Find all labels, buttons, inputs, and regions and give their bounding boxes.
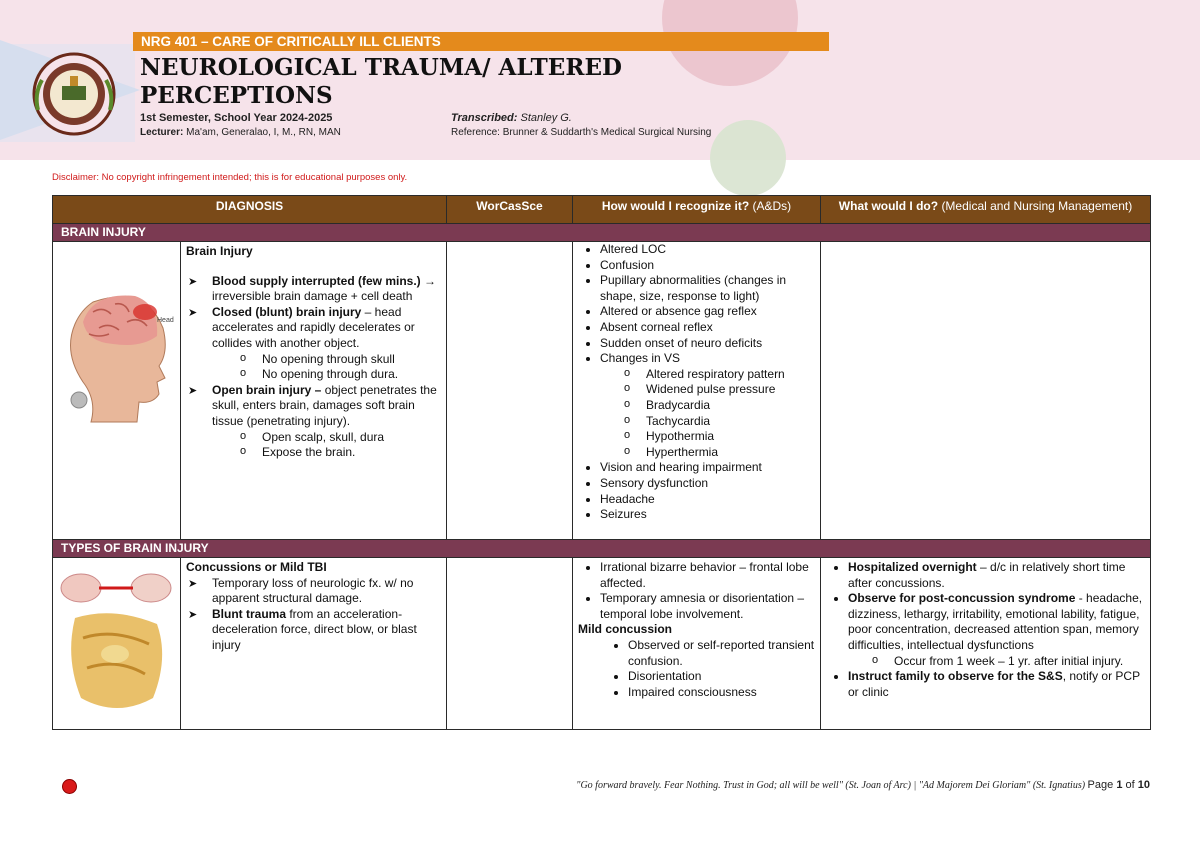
concussion-list xyxy=(186,576,441,654)
section-row-brain-injury xyxy=(53,224,1151,242)
list-item: o No opening through dura. xyxy=(262,367,441,383)
list-item: o Hyperthermia xyxy=(646,445,815,461)
course-bar: NRG 401 – CARE OF CRITICALLY ILL CLIENTS xyxy=(133,32,829,51)
list-item-text: from an acceleration-deceleration force, direct blow, or blast injury xyxy=(212,606,417,652)
list-item xyxy=(848,591,1145,669)
disclaimer: Disclaimer: No copyright infringement intended; this is for educational purposes only. xyxy=(52,172,408,183)
image-label-head: Head xyxy=(157,317,174,324)
table-row-brain-injury xyxy=(53,242,1151,540)
list-item-text: → irreversible brain damage + cell death xyxy=(212,273,437,304)
lecturer-line xyxy=(140,127,341,138)
list-item-bold: Observe for post-concussion syndrome xyxy=(848,591,1076,606)
list-item: • Confusion xyxy=(600,258,815,274)
list-item-bold: Blunt trauma xyxy=(212,606,287,621)
head-brain-illustration xyxy=(53,282,180,452)
concussion-heading: Concussions or Mild TBI xyxy=(186,560,327,574)
mgmt-sub-list xyxy=(848,654,1145,670)
brain-injury-signs-cell xyxy=(573,242,821,540)
list-item: o Expose the brain. xyxy=(262,445,441,461)
list-item: • Temporary amnesia or disorientation – temporal lobe involvement. xyxy=(600,591,815,622)
closed-sub-list xyxy=(212,352,441,383)
list-item-text: Changes in VS xyxy=(600,351,681,366)
list-item: o Widened pulse pressure xyxy=(646,382,815,398)
list-item: • Sudden onset of neuro deficits xyxy=(600,336,815,352)
list-item-text: , notify or PCP or clinic xyxy=(848,669,1140,699)
table-header-row xyxy=(53,196,1151,224)
list-item: o Bradycardia xyxy=(646,398,815,414)
col-header-do-sub: (Medical and Nursing Management) xyxy=(941,199,1133,213)
list-item: o No opening through skull xyxy=(262,352,441,368)
col-header-do-label: What would I do? xyxy=(838,199,939,213)
transcribed-value: Stanley G. xyxy=(520,112,572,124)
list-item xyxy=(848,669,1145,700)
concussion-management-cell xyxy=(821,558,1151,730)
list-item: ➤ Temporary loss of neurologic fx. w/ no apparent structural damage. xyxy=(212,576,441,607)
section-title-types: TYPES OF BRAIN INJURY xyxy=(53,540,1151,558)
list-item: • Altered LOC xyxy=(600,242,815,258)
list-item: • Sensory dysfunction xyxy=(600,476,815,492)
col-header-recognize-sub: (A&Ds) xyxy=(752,199,792,213)
reference-line: Reference: Brunner & Suddarth's Medical Surgical Nursing xyxy=(451,127,712,138)
list-item xyxy=(848,560,1145,591)
list-item: • Impaired consciousness xyxy=(628,685,815,701)
brain-injury-worcassce-cell xyxy=(447,242,573,540)
col-header-recognize xyxy=(573,196,821,224)
list-item-bold: Instruct family to observe for the S&S xyxy=(848,669,1063,684)
page-total: 10 xyxy=(1137,779,1150,791)
concussion-diagnosis-cell xyxy=(181,558,447,730)
transcribed-line xyxy=(451,112,572,124)
concussion-worcassce-cell xyxy=(447,558,573,730)
brain-injury-signs-list xyxy=(578,242,815,523)
col-header-worcassce: WorCasSce xyxy=(447,196,573,224)
brain-injury-diagnosis-cell xyxy=(181,242,447,540)
col-header-diagnosis: DIAGNOSIS xyxy=(53,196,447,224)
list-item-bold: Hospitalized overnight xyxy=(848,560,977,574)
list-item-bold: Closed (blunt) brain injury xyxy=(212,304,362,319)
section-title-brain-injury: BRAIN INJURY xyxy=(53,224,1151,242)
page-number: 1 xyxy=(1116,779,1123,791)
list-item: o Occur from 1 week – 1 yr. after initial injury. xyxy=(894,654,1145,670)
section-row-types xyxy=(53,540,1151,558)
list-item: • Absent corneal reflex xyxy=(600,320,815,336)
semester-line xyxy=(140,112,332,124)
concussion-signs-list xyxy=(578,560,815,622)
lecturer-label: Lecturer: xyxy=(140,127,184,138)
page-indicator xyxy=(1088,779,1150,791)
decor-circle-green xyxy=(710,120,786,196)
list-item-bold: Blood supply interrupted (few mins.) xyxy=(212,273,421,288)
lecturer-value: Ma'am, Generalao, I, M., RN, MAN xyxy=(186,127,341,138)
list-item-text: object penetrates the skull, enters brain, damages soft brain tissue (penetrating injury). xyxy=(212,382,437,428)
page-label: Page xyxy=(1087,779,1114,791)
care-plan-table xyxy=(52,195,1151,730)
brain-injury-management-cell xyxy=(821,242,1151,540)
list-item xyxy=(212,383,441,461)
concussion-image-cell xyxy=(53,558,181,730)
open-sub-list xyxy=(212,430,441,461)
footer xyxy=(576,779,1150,791)
col-header-recognize-label: How would I recognize it? xyxy=(601,199,750,213)
list-item xyxy=(212,274,441,305)
table-row-concussion xyxy=(53,558,1151,730)
concussion-signs-cell xyxy=(573,558,821,730)
list-item: o Altered respiratory pattern xyxy=(646,367,815,383)
list-item-text: – head accelerates and rapidly decelerates or collides with another object. xyxy=(212,304,415,350)
list-item xyxy=(212,305,441,383)
page-title: NEUROLOGICAL TRAUMA/ ALTERED PERCEPTIONS xyxy=(140,54,622,109)
list-item: • Disorientation xyxy=(628,669,815,685)
concussion-management-list xyxy=(826,560,1145,700)
college-seal-logo xyxy=(30,50,118,138)
mild-concussion-label: Mild concussion xyxy=(578,622,673,637)
brain-injury-image-cell xyxy=(53,242,181,540)
list-item: • Irrational bizarre behavior – frontal lobe affected. xyxy=(600,560,815,591)
list-item-bold: Open brain injury – xyxy=(212,382,322,397)
footer-red-dot xyxy=(62,779,77,794)
vs-changes-list xyxy=(600,367,815,461)
list-item: o Hypothermia xyxy=(646,429,815,445)
list-item: • Headache xyxy=(600,492,815,508)
list-item xyxy=(600,351,815,460)
list-item xyxy=(212,607,441,654)
footer-quote: "Go forward bravely. Fear Nothing. Trust in God; all will be well" (St. Joan of Arc) | "Ad Majorem Dei Gloriam" (St. Ignatius) xyxy=(576,780,1086,791)
list-item: • Pupillary abnormalities (changes in shape, size, response to light) xyxy=(600,273,815,304)
semester-label: 1st Semester, School Year 2024-2025 xyxy=(140,112,333,124)
list-item-text: – d/c in relatively short time after concussions. xyxy=(848,560,1126,590)
brain-injury-heading: Brain Injury xyxy=(186,244,253,258)
transcribed-label: Transcribed: xyxy=(451,112,518,124)
mild-concussion-list xyxy=(578,638,815,700)
concussion-illustration xyxy=(53,558,180,728)
col-header-do xyxy=(821,196,1151,224)
brain-injury-list xyxy=(186,274,441,461)
list-item: • Vision and hearing impairment xyxy=(600,460,815,476)
list-item: o Tachycardia xyxy=(646,414,815,430)
page-of: of xyxy=(1125,779,1135,791)
list-item: • Observed or self-reported transient confusion. xyxy=(628,638,815,669)
list-item: • Altered or absence gag reflex xyxy=(600,304,815,320)
list-item-text: - headache, dizziness, lethargy, irritability, emotional lability, fatigue, poor concentration, decreased attention span, memory difficulties, intellectual dysfunctions xyxy=(848,591,1143,652)
list-item: • Seizures xyxy=(600,507,815,523)
list-item: o Open scalp, skull, dura xyxy=(262,430,441,446)
